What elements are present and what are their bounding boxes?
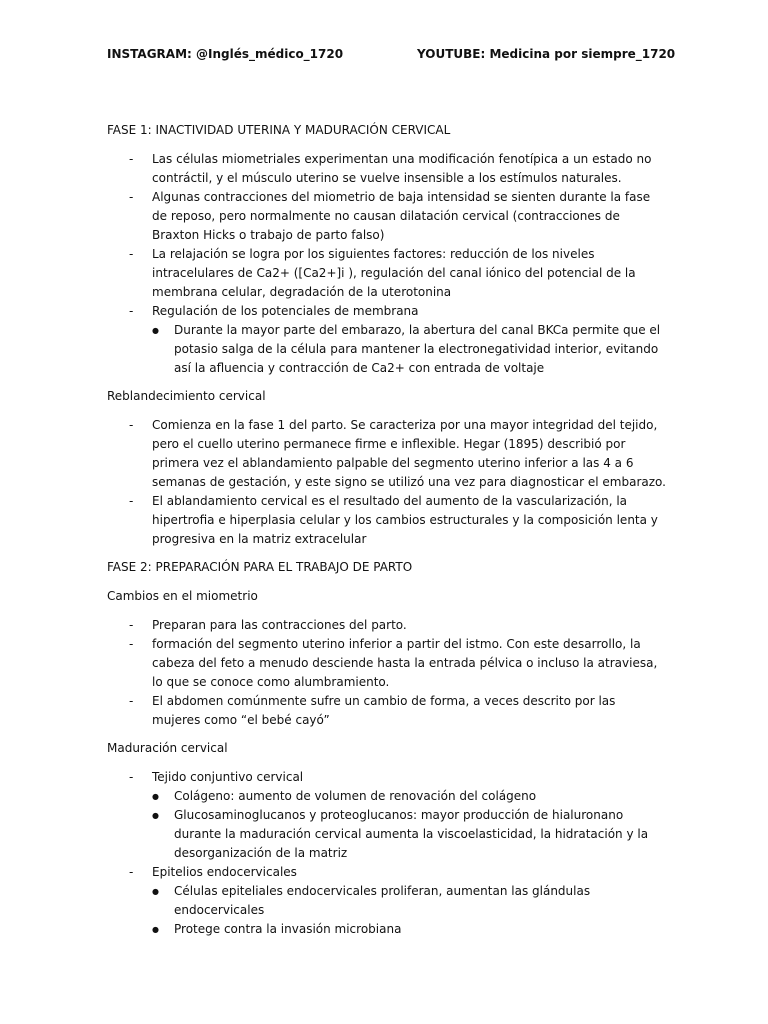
page-header xyxy=(107,45,748,65)
reblandecimiento-list xyxy=(107,416,667,549)
maduracion-list xyxy=(107,768,667,939)
youtube-channel: YOUTUBE: Medicina por siempre_1720 xyxy=(417,47,676,61)
list-item: - formación del segmento uterino inferior a partir del istmo. Con este desarrollo, la cabeza del feto a menudo desciende hasta la entrada pélvica o incluso la atraviesa, lo que se conoce como alumbramiento. xyxy=(107,635,667,692)
list-item: - El abdomen comúnmente sufre un cambio de forma, a veces descrito por las mujeres como “el bebé cayó” xyxy=(107,692,667,730)
sublist-item: ● Colágeno: aumento de volumen de renovación del colágeno xyxy=(152,787,667,806)
sublist-item: ● Células epiteliales endocervicales proliferan, aumentan las glándulas endocervicales xyxy=(152,882,667,920)
sublist-item: ● Durante la mayor parte del embarazo, la abertura del canal BKCa permite que el potasio salga de la célula para mantener la electronegatividad interior, evitando así la afluencia y contracción de Ca2+ con entrada de voltaje xyxy=(152,321,667,378)
document-body xyxy=(107,121,667,948)
list-item: - La relajación se logra por los siguientes factores: reducción de los niveles intracelulares de Ca2+ ([Ca2+]i ), regulación del canal iónico del potencial de la membrana celular, degradación de la uterotonina xyxy=(107,245,667,302)
fase1-list xyxy=(107,150,667,378)
epitelios-sublist xyxy=(152,882,667,939)
miometrio-list xyxy=(107,616,667,730)
reblandecimiento-heading: Reblandecimiento cervical xyxy=(107,389,266,403)
list-item xyxy=(107,863,667,939)
list-item: - Algunas contracciones del miometrio de baja intensidad se sienten durante la fase de reposo, pero normalmente no causan dilatación cervical (contracciones de Braxton Hicks o trabajo de parto falso) xyxy=(107,188,667,245)
list-item xyxy=(107,768,667,863)
list-item: - El ablandamiento cervical es el resultado del aumento de la vascularización, la hipertrofia e hiperplasia celular y los cambios estructurales y la composición lenta y progresiva en la matriz extracelular xyxy=(107,492,667,549)
miometrio-heading: Cambios en el miometrio xyxy=(107,589,258,603)
fase1-heading: FASE 1: INACTIVIDAD UTERINA Y MADURACIÓN CERVICAL xyxy=(107,123,451,137)
list-item: - Comienza en la fase 1 del parto. Se caracteriza por una mayor integridad del tejido, pero el cuello uterino permanece firme e inflexible. Hegar (1895) describió por primera vez el ablandamiento palpable del segmento uterino inferior a las 4 a 6 semanas de gestación, y este signo se utilizó una vez para diagnosticar el embarazo. xyxy=(107,416,667,492)
list-item xyxy=(107,302,667,378)
list-item: - Preparan para las contracciones del parto. xyxy=(107,616,667,635)
instagram-handle: INSTAGRAM: @Inglés_médico_1720 xyxy=(107,47,344,61)
fase1-sublist xyxy=(152,321,667,378)
sublist-item: ● Protege contra la invasión microbiana xyxy=(152,920,667,939)
maduracion-heading: Maduración cervical xyxy=(107,741,228,755)
sublist-item: ● Glucosaminoglucanos y proteoglucanos: mayor producción de hialuronano durante la maduración cervical aumenta la viscoelasticidad, la hidratación y la desorganización de la matriz xyxy=(152,806,667,863)
tejido-sublist xyxy=(152,787,667,863)
list-item-text: Epitelios endocervicales xyxy=(152,865,297,879)
list-item: - Las células miometriales experimentan una modificación fenotípica a un estado no contráctil, y el músculo uterino se vuelve insensible a los estímulos naturales. xyxy=(107,150,667,188)
list-item-text: Regulación de los potenciales de membrana xyxy=(152,304,419,318)
fase2-heading: FASE 2: PREPARACIÓN PARA EL TRABAJO DE PARTO xyxy=(107,560,413,574)
list-item-text: Tejido conjuntivo cervical xyxy=(152,770,304,784)
